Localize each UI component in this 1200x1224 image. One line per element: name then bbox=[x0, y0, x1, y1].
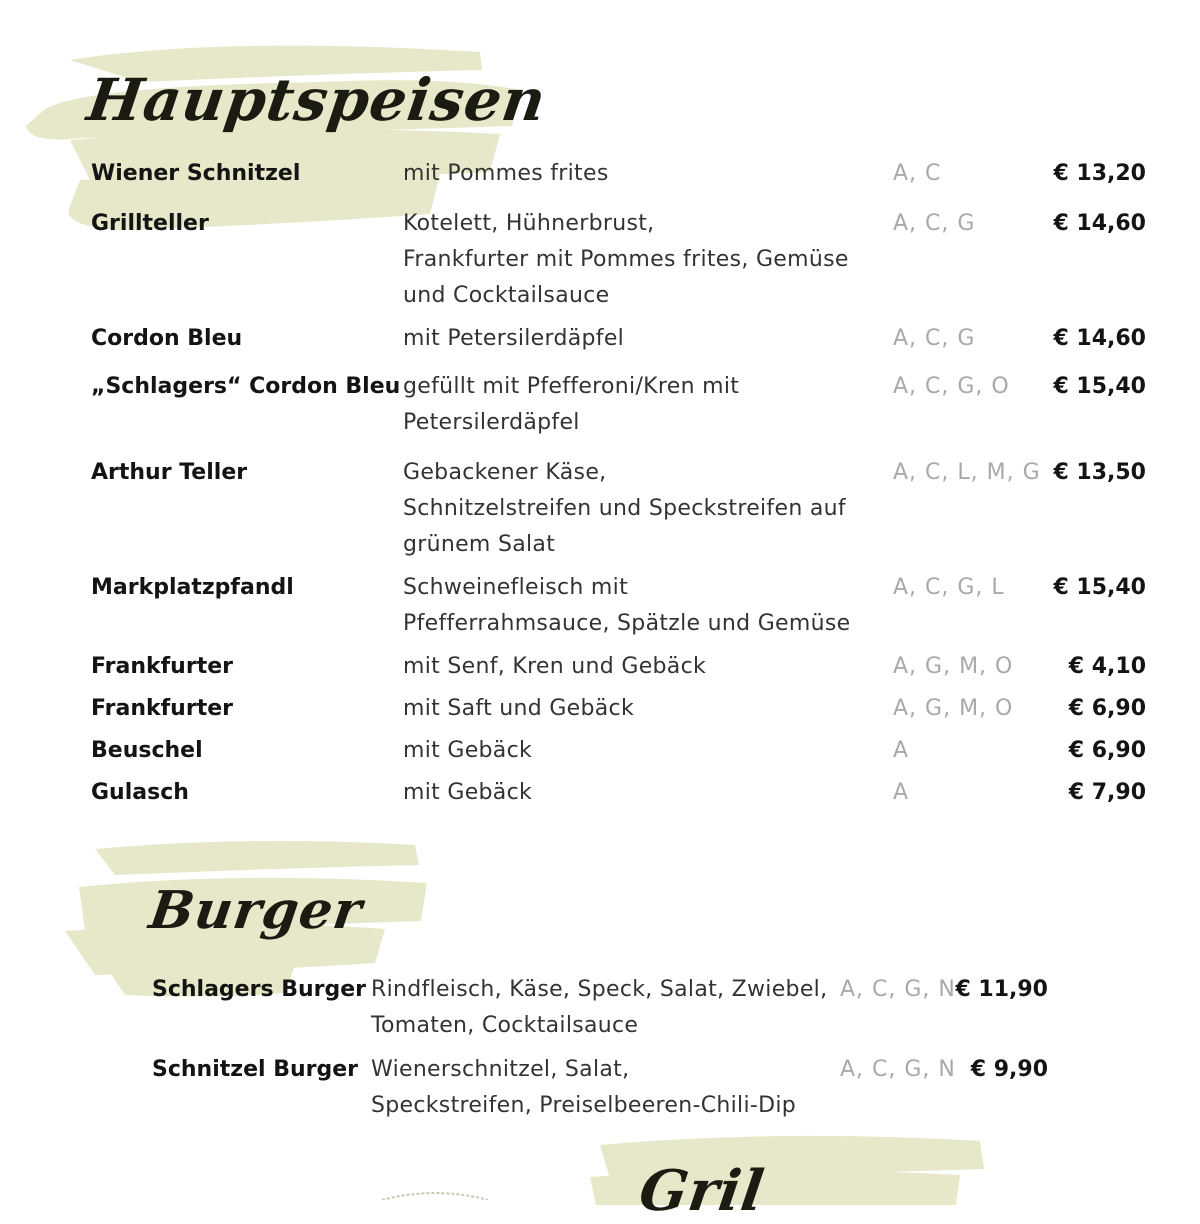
item-description-line: mit Gebäck bbox=[403, 780, 533, 805]
item-name: Schlagers Burger bbox=[152, 977, 367, 1002]
item-description bbox=[403, 570, 873, 642]
item-allergens: A, C bbox=[893, 161, 942, 186]
item-price: € 15,40 bbox=[1053, 575, 1146, 600]
item-allergens: A, C, G, L bbox=[893, 575, 1005, 600]
item-description-line: mit Petersilerdäpfel bbox=[403, 326, 625, 351]
item-description-line: Gebackener Käse, bbox=[403, 460, 607, 485]
item-price: € 13,20 bbox=[1053, 161, 1146, 186]
item-description-line: mit Pommes frites bbox=[403, 161, 609, 186]
item-allergens: A, G, M, O bbox=[893, 654, 1014, 679]
item-allergens: A, C, G bbox=[893, 326, 976, 351]
item-name: Grillteller bbox=[91, 211, 209, 236]
item-price: € 4,10 bbox=[1068, 654, 1146, 679]
item-description-line: mit Senf, Kren und Gebäck bbox=[403, 654, 707, 679]
item-description bbox=[403, 206, 873, 314]
item-price: € 6,90 bbox=[1068, 738, 1146, 763]
item-name: Frankfurter bbox=[91, 654, 233, 679]
item-name: Beuschel bbox=[91, 738, 203, 763]
decorative-circle-partial bbox=[380, 1188, 490, 1200]
item-description-line: Rindfleisch, Käse, Speck, Salat, Zwiebel, bbox=[371, 977, 828, 1002]
item-description-line: gefüllt mit Pfefferoni/Kren mit bbox=[403, 374, 740, 399]
item-allergens: A, C, G, N bbox=[840, 977, 956, 1002]
item-name: Schnitzel Burger bbox=[152, 1057, 358, 1082]
item-description bbox=[371, 972, 841, 1044]
item-description-line: Wienerschnitzel, Salat, bbox=[371, 1057, 630, 1082]
item-allergens: A, C, G bbox=[893, 211, 976, 236]
item-description bbox=[403, 649, 873, 685]
item-description bbox=[403, 369, 873, 441]
item-price: € 13,50 bbox=[1053, 460, 1146, 485]
item-description-line: Kotelett, Hühnerbrust, bbox=[403, 211, 655, 236]
item-name: Markplatzpfandl bbox=[91, 575, 294, 600]
item-description-line: Petersilerdäpfel bbox=[403, 410, 580, 435]
item-description-line: mit Saft und Gebäck bbox=[403, 696, 634, 721]
item-allergens: A, C, L, M, G bbox=[893, 460, 1041, 485]
item-description bbox=[403, 691, 873, 727]
section-title-hauptspeisen: Hauptspeisen bbox=[83, 66, 551, 134]
item-allergens: A, G, M, O bbox=[893, 696, 1014, 721]
item-description bbox=[403, 455, 873, 563]
item-price: € 14,60 bbox=[1053, 326, 1146, 351]
item-price: € 11,90 bbox=[955, 977, 1048, 1002]
section-title-burger: Burger bbox=[145, 880, 367, 941]
item-description bbox=[371, 1052, 841, 1124]
item-allergens: A bbox=[893, 738, 910, 763]
item-name: „Schlagers“ Cordon Bleu bbox=[91, 374, 401, 399]
item-allergens: A, C, G, O bbox=[893, 374, 1010, 399]
item-description-line: grünem Salat bbox=[403, 532, 556, 557]
item-description-line: Schweinefleisch mit bbox=[403, 575, 628, 600]
item-allergens: A bbox=[893, 780, 910, 805]
section-title-next-partial: Gril bbox=[635, 1158, 769, 1224]
item-price: € 14,60 bbox=[1053, 211, 1146, 236]
item-description-line: mit Gebäck bbox=[403, 738, 533, 763]
item-name: Arthur Teller bbox=[91, 460, 248, 485]
item-description-line: Schnitzelstreifen und Speckstreifen auf bbox=[403, 496, 846, 521]
item-price: € 9,90 bbox=[970, 1057, 1048, 1082]
item-description-line: Tomaten, Cocktailsauce bbox=[371, 1013, 639, 1038]
item-description bbox=[403, 321, 873, 357]
item-allergens: A, C, G, N bbox=[840, 1057, 956, 1082]
item-price: € 6,90 bbox=[1068, 696, 1146, 721]
item-price: € 7,90 bbox=[1068, 780, 1146, 805]
item-description bbox=[403, 775, 873, 811]
item-name: Wiener Schnitzel bbox=[91, 161, 301, 186]
item-description-line: Frankfurter mit Pommes frites, Gemüse bbox=[403, 247, 849, 272]
item-description-line: Pfefferrahmsauce, Spätzle und Gemüse bbox=[403, 611, 851, 636]
item-name: Frankfurter bbox=[91, 696, 233, 721]
item-name: Cordon Bleu bbox=[91, 326, 243, 351]
item-description bbox=[403, 156, 873, 192]
item-description bbox=[403, 733, 873, 769]
item-description-line: Speckstreifen, Preiselbeeren-Chili-Dip bbox=[371, 1093, 797, 1118]
item-price: € 15,40 bbox=[1053, 374, 1146, 399]
item-name: Gulasch bbox=[91, 780, 189, 805]
item-description-line: und Cocktailsauce bbox=[403, 283, 610, 308]
